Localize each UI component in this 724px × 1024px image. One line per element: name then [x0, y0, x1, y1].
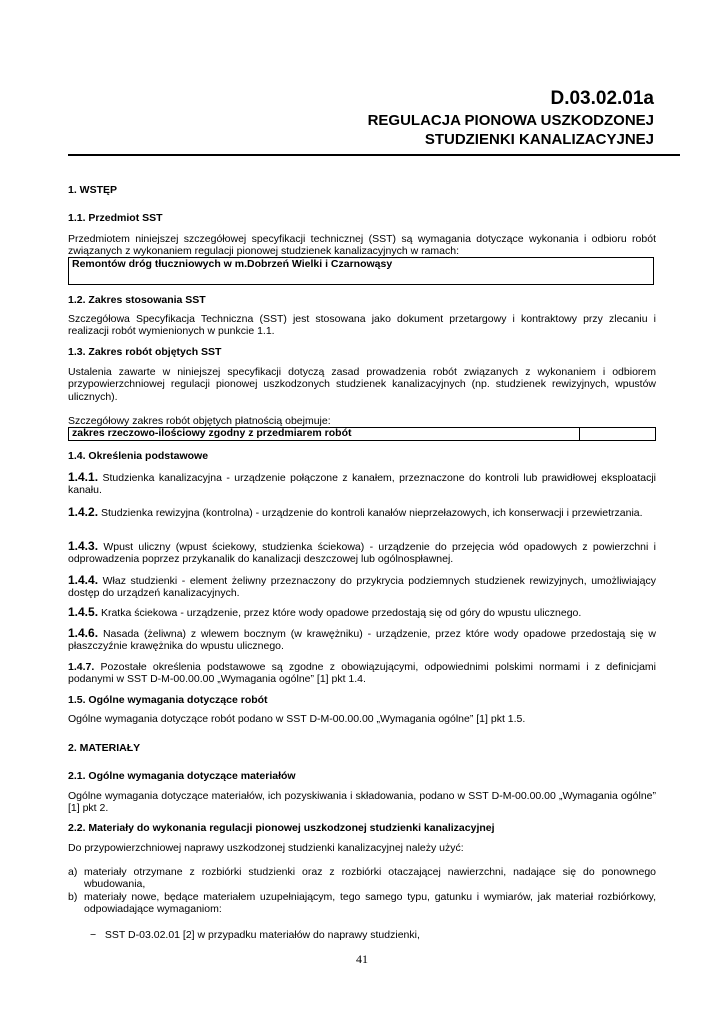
project-name: Remontów dróg tłuczniowych w m.Dobrzeń Wielki i Czarnowąsy — [72, 258, 393, 270]
definition-1-4-4 — [68, 574, 656, 600]
section-1-heading: 1. WSTĘP — [68, 184, 118, 196]
definition-text: Nasada (żeliwna) z wlewem bocznym (w krawężniku) - urządzenie, przez które wody opadowe przedostają się w płaszczyźnie krawężnika do wpustu ulicznego. — [68, 628, 657, 653]
definition-1-4-1 — [68, 471, 656, 497]
definition-number: 1.4.2. — [68, 505, 99, 519]
list-item-a — [68, 866, 656, 891]
definition-number: 1.4.6. — [68, 626, 99, 640]
page-number: 41 — [356, 952, 368, 966]
header-rule — [68, 154, 680, 156]
list-item-b — [68, 891, 656, 916]
definition-1-4-7 — [68, 661, 656, 686]
title-line-2: STUDZIENKI KANALIZACYJNEJ — [424, 131, 654, 148]
definition-text: Kratka ściekowa - urządzenie, przez które wody opadowe przedostają się od góry do wpustu ulicznego. — [100, 607, 582, 619]
section-1-2-text: Szczegółowa Specyfikacja Techniczna (SST) jest stosowana jako dokument przetargowy i kontraktowy przy zlecaniu i realizacji robót wymienionych w punkcie 1.1. — [68, 313, 656, 338]
definition-1-4-3 — [68, 540, 656, 566]
definition-text: Studzienka kanalizacyjna - urządzenie połączone z kanałem, przeznaczone do kontroli lub prawidłowej eksploatacji kanału. — [68, 472, 657, 497]
section-2-1-text: Ogólne wymagania dotyczące materiałów, ich pozyskiwania i składowania, podano w SST D-M-00.00.00 „Wymagania ogólne” [1] pkt 2. — [68, 790, 656, 815]
dash-list-item — [90, 929, 650, 941]
list-item-text: materiały nowe, będące materiałem uzupełniającym, tego samego typu, gatunku i wymiarów, jak materiał rozbiórkowy, odpowiadające wymaganiom: — [84, 891, 656, 916]
section-1-1-text: Przedmiotem niniejszej szczegółowej specyfikacji technicznej (SST) są wymagania dotyczące wykonania i odbioru robót związanych z wykonaniem regulacji pionowej studzienek kanalizacyjnych w ramach: — [68, 233, 656, 258]
section-1-3-scope: Szczegółowy zakres robót objętych płatnością obejmuje: — [68, 415, 331, 427]
definition-1-4-2 — [68, 506, 656, 519]
definition-1-4-5 — [68, 606, 656, 619]
title-line-1: REGULACJA PIONOWA USZKODZONEJ — [367, 112, 654, 129]
section-1-5-text: Ogólne wymagania dotyczące robót podano w SST D-M-00.00.00 „Wymagania ogólne” [1] pkt 1.5. — [68, 713, 526, 725]
dash-item-text: SST D-03.02.01 [2] w przypadku materiałów do naprawy studzienki, — [104, 929, 420, 941]
list-item-text: materiały otrzymane z rozbiórki studzienki oraz z rozbiórki otaczającej nawierzchni, nadające się do ponownego wbudowania, — [84, 866, 656, 891]
section-2-2-heading: 2.2. Materiały do wykonania regulacji pionowej uszkodzonej studzienki kanalizacyjnej — [68, 822, 495, 834]
list-marker: a) — [68, 866, 78, 878]
definition-number: 1.4.7. — [68, 661, 95, 673]
section-1-4-heading: 1.4. Określenia podstawowe — [68, 450, 209, 462]
definition-number: 1.4.1. — [68, 470, 99, 484]
section-1-5-heading: 1.5. Ogólne wymagania dotyczące robót — [68, 694, 268, 706]
section-2-heading: 2. MATERIAŁY — [68, 742, 141, 754]
definition-text: Właz studzienki - element żeliwny przeznaczony do przykrycia podziemnych studzienek rewizyjnych, umożliwiający dostęp do urządzeń kanalizacyjnych. — [68, 575, 656, 600]
section-1-2-heading: 1.2. Zakres stosowania SST — [68, 294, 206, 306]
section-1-3-text: Ustalenia zawarte w niniejszej specyfikacji dotyczą zasad prowadzenia robót związanych z wykonaniem i odbiorem przypowierzchniowej regulacji pionowej uszkodzonych studzienek kanalizacyjnych (np. studzienek rewizyjnych, wpustów ulicznych). — [68, 366, 656, 403]
dash-marker: − — [90, 929, 97, 941]
section-2-2-text: Do przypowierzchniowej naprawy uszkodzonej studzienki kanalizacyjnej należy użyć: — [68, 842, 464, 854]
section-2-1-heading: 2.1. Ogólne wymagania dotyczące materiałów — [68, 770, 296, 782]
section-1-1-heading: 1.1. Przedmiot SST — [68, 212, 163, 224]
document-title — [234, 111, 654, 149]
definition-text: Pozostałe określenia podstawowe są zgodne z obowiązującymi, odpowiednimi polskimi normami i z definicjami podanymi w SST D-M-00.00.00 „Wymagania ogólne” [1] pkt 1.4. — [68, 661, 656, 686]
section-1-3-heading: 1.3. Zakres robót objętych SST — [68, 346, 222, 358]
list-marker: b) — [68, 891, 78, 903]
definition-number: 1.4.5. — [68, 605, 99, 619]
document-code: D.03.02.01a — [550, 88, 654, 109]
definition-number: 1.4.4. — [68, 573, 99, 587]
project-name-box — [68, 257, 654, 285]
scope-text: zakres rzeczowo-ilościowy zgodny z przedmiarem robót — [72, 427, 352, 439]
definition-text: Wpust uliczny (wpust ściekowy, studzienka ściekowa) - urządzenie do przejęcia wód opadowych z powierzchni i odprowadzenia poprzez przykanalik do kanalizacji deszczowej lub ogólnospławnej. — [68, 541, 656, 566]
definition-text: Studzienka rewizyjna (kontrolna) - urządzenie do kontroli kanałów nieprzełazowych, ich konserwacji i przewietrzania. — [100, 507, 643, 519]
scope-box — [68, 427, 656, 441]
definition-1-4-6 — [68, 627, 656, 653]
definition-number: 1.4.3. — [68, 539, 99, 553]
